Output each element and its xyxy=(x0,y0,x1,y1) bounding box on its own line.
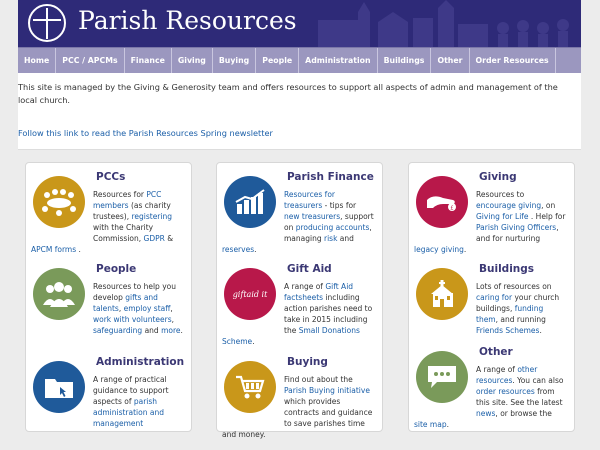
nav-order-resources[interactable]: Order Resources xyxy=(470,48,556,73)
card-column-1 xyxy=(25,162,192,432)
section-body xyxy=(222,374,374,440)
link-news[interactable]: news xyxy=(476,409,496,418)
body-text: , on xyxy=(541,201,556,210)
link-more[interactable]: more xyxy=(161,326,181,335)
body-text: (as charity trustees), xyxy=(93,201,171,221)
section-body xyxy=(31,374,183,429)
body-text: from this site. See the latest xyxy=(476,387,563,407)
nav-people[interactable]: People xyxy=(256,48,299,73)
body-text: - tips for xyxy=(322,201,357,210)
nav-pcc-apcms[interactable]: PCC / APCMs xyxy=(56,48,124,73)
body-text: with the Charity Commission, xyxy=(93,223,154,243)
body-text: and xyxy=(337,234,354,243)
section-heading[interactable]: People xyxy=(96,263,137,275)
body-text: A range of practical guidance to support aspects of xyxy=(93,375,169,406)
body-text: A range of xyxy=(476,365,518,374)
section-heading[interactable]: Giving xyxy=(479,171,517,183)
body-text: , managing xyxy=(284,223,372,243)
nav-home[interactable]: Home xyxy=(18,48,56,73)
link-gift-aid-factsheets[interactable]: Gift Aid factsheets xyxy=(284,282,354,302)
body-text: . xyxy=(252,337,255,346)
page-wrapper xyxy=(18,0,581,150)
body-text: Resources to help you develop xyxy=(93,282,176,302)
section-heading[interactable]: Parish Finance xyxy=(287,171,374,183)
link-registering[interactable]: registering xyxy=(131,212,172,221)
body-text: Resources for xyxy=(93,190,147,199)
section-heading[interactable]: Buying xyxy=(287,356,328,368)
svg-text:£: £ xyxy=(450,205,454,212)
nav-finance[interactable]: Finance xyxy=(125,48,172,73)
main-nav xyxy=(18,47,581,73)
link-parish-administration[interactable]: parish administration and management xyxy=(93,397,164,428)
section-body xyxy=(414,364,566,430)
section-body xyxy=(222,189,374,255)
link-employ-staff[interactable]: employ staff xyxy=(123,304,171,313)
intro-panel xyxy=(18,73,581,150)
section-body xyxy=(414,281,566,336)
body-text: , and running xyxy=(495,315,546,324)
body-text: . xyxy=(463,245,467,254)
body-text: , xyxy=(118,304,124,313)
body-text: , or browse the xyxy=(495,409,552,418)
body-text: Resources to xyxy=(476,190,525,199)
section-heading[interactable]: Administration xyxy=(96,356,185,368)
body-text: . xyxy=(539,326,542,335)
church-of-england-logo[interactable] xyxy=(28,4,66,42)
link-reserves[interactable]: reserves xyxy=(222,245,255,254)
nav-administration[interactable]: Administration xyxy=(299,48,377,73)
body-text: , xyxy=(170,304,173,313)
section-heading[interactable]: Gift Aid xyxy=(287,263,332,275)
link-encourage-giving[interactable]: encourage giving xyxy=(476,201,542,210)
section-heading[interactable]: PCCs xyxy=(96,171,126,183)
link-new-treasurers[interactable]: new treasurers xyxy=(284,212,341,221)
link-risk[interactable]: risk xyxy=(324,234,338,243)
nav-other[interactable]: Other xyxy=(431,48,469,73)
site-banner xyxy=(18,0,581,47)
link-giving-for-life[interactable]: Giving for Life xyxy=(476,212,529,221)
body-text: , xyxy=(171,315,174,324)
link-parish-buying-initiative[interactable]: Parish Buying initiative xyxy=(284,386,370,395)
body-text: your church buildings, xyxy=(476,293,560,313)
link-producing-accounts[interactable]: producing accounts xyxy=(295,223,370,232)
card-column-3 xyxy=(408,162,575,432)
link-site-map[interactable]: site map xyxy=(414,420,447,429)
link-other-resources[interactable]: other resources xyxy=(476,365,538,385)
link-funding-them[interactable]: funding them xyxy=(476,304,544,324)
body-text: . Help for xyxy=(528,212,566,221)
body-text: . xyxy=(254,245,257,254)
intro-text: This site is managed by the Giving & Generosity team and offers resources to support all aspects of admin and management of the local church. xyxy=(18,82,558,105)
gift-aid-logo-text: giftaid it xyxy=(232,289,268,299)
link-work-with-volunteers[interactable]: work with volunteers xyxy=(93,315,172,324)
nav-buying[interactable]: Buying xyxy=(213,48,256,73)
section-body xyxy=(222,281,374,347)
body-text: A range of xyxy=(284,282,326,291)
section-heading[interactable]: Other xyxy=(479,346,513,358)
section-body xyxy=(31,189,183,255)
body-text: , and for nurturing xyxy=(476,223,559,243)
link-safeguarding[interactable]: safeguarding xyxy=(93,326,143,335)
link-apcm-forms[interactable]: APCM forms xyxy=(31,245,77,254)
body-text: including action parishes need to take in 2015 including the xyxy=(284,293,373,335)
link-parish-giving-officers[interactable]: Parish Giving Officers xyxy=(476,223,557,232)
link-order-resources[interactable]: order resources xyxy=(476,387,535,396)
link-friends-schemes[interactable]: Friends Schemes xyxy=(476,326,540,335)
link-gifts-and-talents[interactable]: gifts and talents xyxy=(93,293,158,313)
body-text: . xyxy=(446,420,449,429)
body-text: Find out about the xyxy=(284,375,353,384)
body-text: Lots of resources on xyxy=(476,282,552,291)
nav-giving[interactable]: Giving xyxy=(172,48,213,73)
link-small-donations-scheme[interactable]: Small Donations Scheme xyxy=(222,326,360,346)
body-text: & xyxy=(164,234,174,243)
link-pcc-members[interactable]: PCC members xyxy=(93,190,162,210)
body-text: , support on xyxy=(284,212,374,232)
link-legacy-giving[interactable]: legacy giving xyxy=(414,245,464,254)
body-text: . xyxy=(76,245,81,254)
link-caring-for[interactable]: caring for xyxy=(476,293,513,302)
section-body xyxy=(414,189,566,255)
site-title[interactable]: Parish Resources xyxy=(78,6,297,35)
body-text: which provides contracts and guidance to save parishes time and money. xyxy=(222,397,373,439)
body-text: and xyxy=(142,326,162,335)
section-body xyxy=(31,281,183,336)
link-gdpr[interactable]: GDPR xyxy=(143,234,165,243)
card-column-2 xyxy=(216,162,383,439)
body-text: . xyxy=(180,326,183,335)
nav-buildings[interactable]: Buildings xyxy=(378,48,432,73)
newsletter-link[interactable]: Follow this link to read the Parish Resources Spring newsletter xyxy=(18,128,273,138)
body-text: . You can also xyxy=(512,376,564,385)
section-heading[interactable]: Buildings xyxy=(479,263,535,275)
link-resources-for-treasurers[interactable]: Resources for treasurers xyxy=(284,190,335,210)
